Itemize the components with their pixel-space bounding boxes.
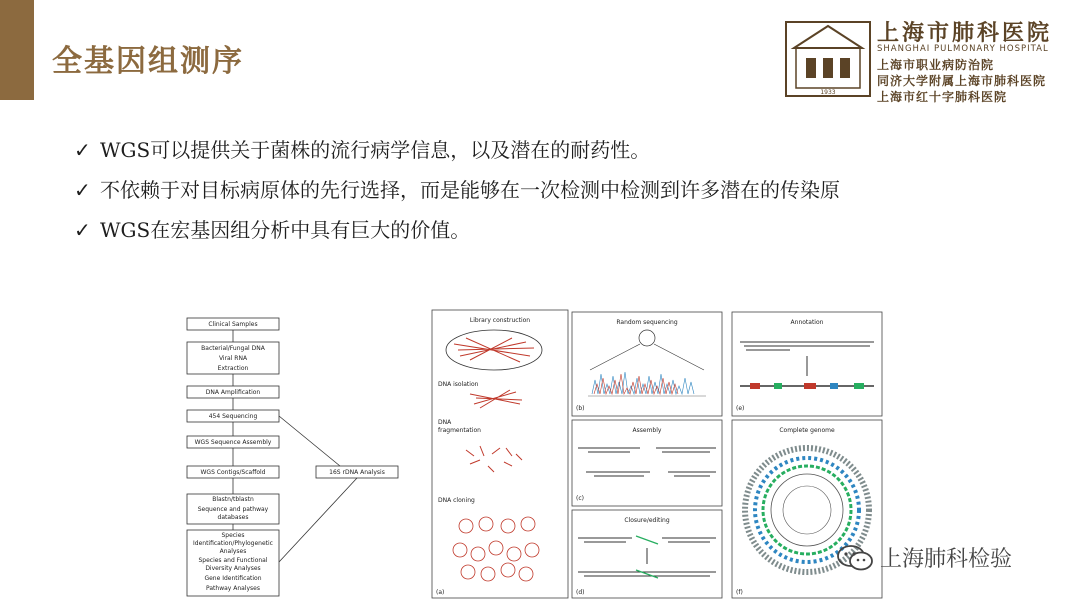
panel-label: DNA cloning — [438, 497, 475, 504]
logo-name-cn: 上海市肺科医院 — [877, 20, 1053, 46]
flow-step: 454 Sequencing — [208, 413, 258, 420]
flow-step: databases — [217, 514, 249, 521]
panel-label: (f) — [736, 589, 743, 596]
panel-label: (e) — [736, 405, 745, 412]
panel-label: (a) — [436, 589, 445, 596]
bullet-text: WGS在宏基因组分析中具有巨大的价值。 — [100, 218, 471, 242]
panel-label: fragmentation — [438, 427, 481, 434]
panel-title: Complete genome — [779, 427, 835, 434]
flow-step: Gene Identification — [204, 575, 262, 582]
flow-step: WGS Contigs/Scaffold — [200, 469, 266, 476]
logo-name-en: SHANGHAI PULMONARY HOSPITAL — [877, 44, 1049, 54]
watermark-text: 上海肺科检验 — [880, 547, 1013, 572]
check-icon: ✓ — [74, 218, 91, 242]
flow-step: DNA Amplification — [205, 389, 261, 396]
panel-d — [572, 510, 722, 598]
page-title: 全基因组测序 — [52, 44, 244, 79]
panel-title: Annotation — [790, 319, 824, 326]
panel-label: DNA — [438, 419, 452, 426]
panel-b — [572, 312, 722, 416]
wgs-figure — [170, 304, 888, 604]
panel-label: DNA isolation — [438, 381, 479, 388]
panel-title: Assembly — [632, 427, 662, 434]
flow-step: Species — [221, 532, 245, 539]
flow-step: Bacterial/Fungal DNA — [201, 345, 265, 352]
logo-year: 1933 — [820, 89, 836, 96]
flow-step: Clinical Samples — [208, 321, 258, 328]
flow-step: Sequence and pathway — [197, 506, 269, 513]
flow-step: Pathway Analyses — [206, 585, 260, 592]
watermark — [836, 542, 1012, 573]
panel-title: Library construction — [469, 317, 531, 324]
logo-line-1: 上海市职业病防治院 — [877, 58, 995, 72]
flow-step: Identification/Phylogenetic — [193, 540, 273, 547]
flow-step: Blastn/tblastn — [212, 496, 254, 503]
logo-line-3: 上海市红十字肺科医院 — [877, 90, 1008, 104]
panel-c — [572, 420, 722, 506]
bullet-item — [74, 136, 1034, 164]
panel-label: (b) — [576, 405, 585, 412]
flow-step: Diversity Analyses — [205, 565, 261, 572]
bullet-item — [74, 216, 1034, 244]
accent-bar — [0, 0, 34, 100]
bullet-item — [74, 176, 974, 204]
bullet-list — [74, 136, 1034, 256]
check-icon: ✓ — [74, 138, 91, 162]
panel-title: Random sequencing — [616, 319, 678, 326]
panel-a — [432, 310, 568, 598]
flow-step: WGS Sequence Assembly — [194, 439, 272, 446]
flow-step: Analyses — [219, 548, 247, 555]
logo-line-2: 同济大学附属上海市肺科医院 — [877, 74, 1047, 88]
flow-step: Viral RNA — [218, 355, 248, 362]
hospital-building-emblem — [782, 12, 874, 102]
panel-e — [732, 312, 882, 416]
bullet-text: WGS可以提供关于菌株的流行病学信息，以及潜在的耐药性。 — [100, 138, 651, 162]
bullet-text: 不依赖于对目标病原体的先行选择，而是能够在一次检测中检测到许多潜在的传染原 — [100, 178, 840, 202]
panel-label: (c) — [576, 495, 584, 502]
flow-step: Species and Functional — [198, 557, 268, 564]
hospital-logo — [782, 12, 1072, 102]
wechat-icon — [836, 545, 874, 571]
panel-title: Closure/editing — [624, 517, 670, 524]
panel-label: (d) — [576, 589, 585, 596]
flow-side-step: 16S rDNA Analysis — [329, 469, 385, 476]
check-icon: ✓ — [74, 178, 91, 202]
flow-step: Extraction — [217, 365, 249, 372]
